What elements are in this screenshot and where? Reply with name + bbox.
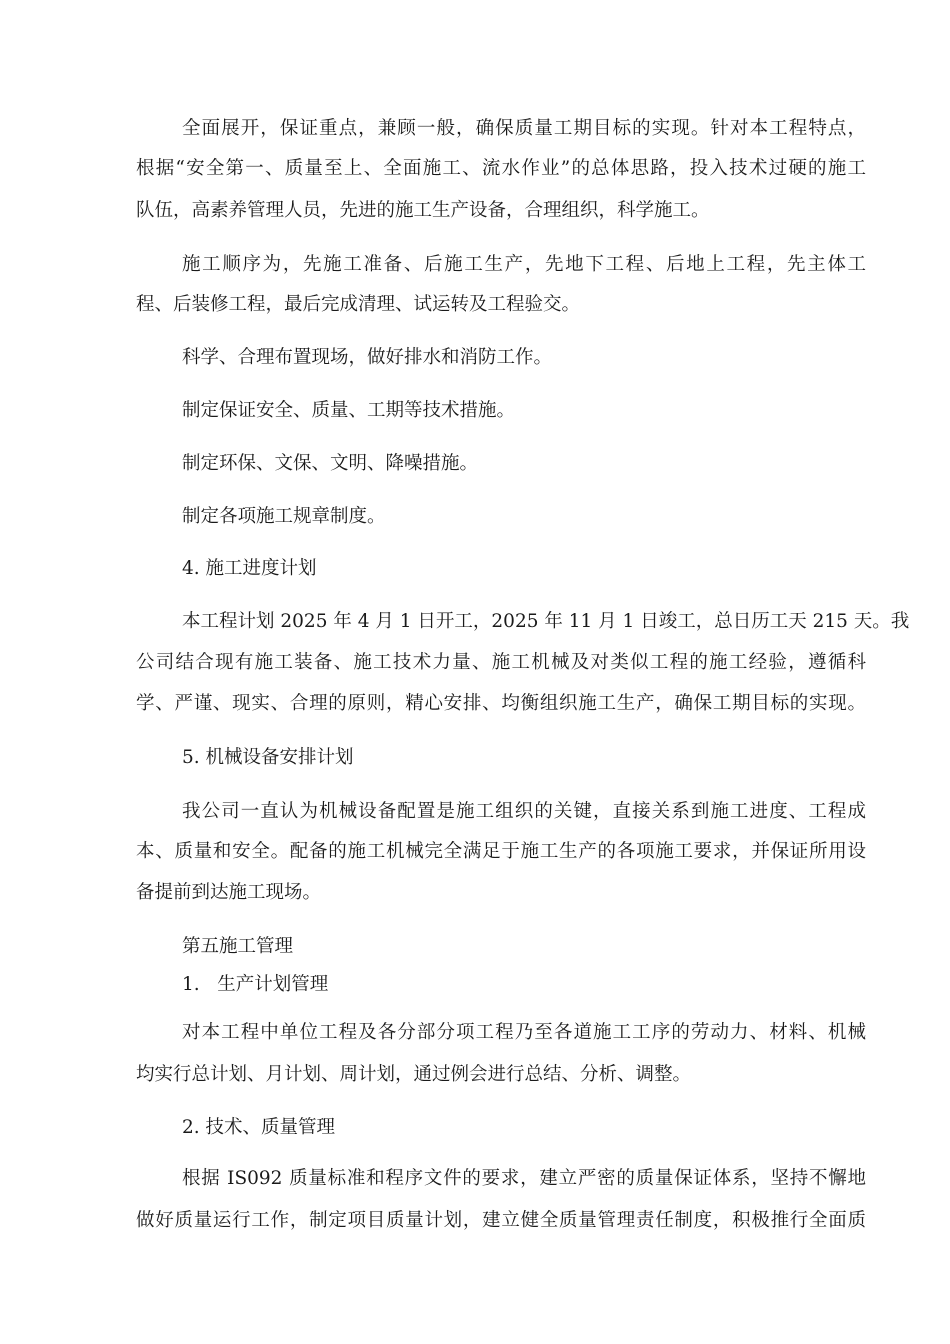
paragraph-line: 做好质量运行工作，制定项目质量计划，建立健全质量管理责任制度，积极推行全面质 — [136, 1210, 866, 1231]
paragraph-line: 制定环保、文保、文明、降噪措施。 — [182, 453, 479, 474]
section-heading: 4. 施工进度计划 — [182, 558, 317, 579]
section-heading: 2. 技术、质量管理 — [182, 1117, 336, 1138]
paragraph-line: 施工顺序为，先施工准备、后施工生产，先地下工程、后地上工程，先主体工 — [182, 254, 866, 275]
paragraph-line: 公司结合现有施工装备、施工技术力量、施工机械及对类似工程的施工经验，遵循科 — [136, 652, 866, 673]
paragraph-line: 全面展开，保证重点，兼顾一般，确保质量工期目标的实现。针对本工程特点， — [182, 118, 866, 139]
paragraph-line: 本、质量和安全。配备的施工机械完全满足于施工生产的各项施工要求，并保证所用设 — [136, 841, 866, 862]
paragraph-line: 本工程计划 2025 年 4 月 1 日开工，2025 年 11 月 1 日竣工，总日历工天 215 天。我 — [182, 611, 910, 632]
paragraph-line: 学、严谨、现实、合理的原则，精心安排、均衡组织施工生产，确保工期目标的实现。 — [136, 693, 866, 714]
paragraph-line: 根据 IS092 质量标准和程序文件的要求，建立严密的质量保证体系，坚持不懈地 — [182, 1168, 866, 1189]
paragraph-line: 我公司一直认为机械设备配置是施工组织的关键，直接关系到施工进度、工程成 — [182, 801, 866, 822]
chapter-heading: 第五施工管理 — [182, 936, 294, 957]
paragraph-line: 制定各项施工规章制度。 — [182, 506, 386, 527]
section-heading: 1. 生产计划管理 — [182, 974, 329, 995]
paragraph-line: 程、后装修工程，最后完成清理、试运转及工程验交。 — [136, 294, 581, 315]
paragraph-line: 均实行总计划、月计划、周计划，通过例会进行总结、分析、调整。 — [136, 1064, 692, 1085]
paragraph-line: 制定保证安全、质量、工期等技术措施。 — [182, 400, 516, 421]
paragraph-line: 备提前到达施工现场。 — [136, 882, 322, 903]
paragraph-line: 对本工程中单位工程及各分部分项工程乃至各道施工工序的劳动力、材料、机械 — [182, 1022, 866, 1043]
paragraph-line: 队伍，高素养管理人员，先进的施工生产设备，合理组织，科学施工。 — [136, 200, 710, 221]
paragraph-line: 根据“安全第一、质量至上、全面施工、流水作业”的总体思路，投入技术过硬的施工 — [136, 158, 866, 179]
paragraph-line: 科学、合理布置现场，做好排水和消防工作。 — [182, 347, 553, 368]
section-heading: 5. 机械设备安排计划 — [182, 747, 354, 768]
